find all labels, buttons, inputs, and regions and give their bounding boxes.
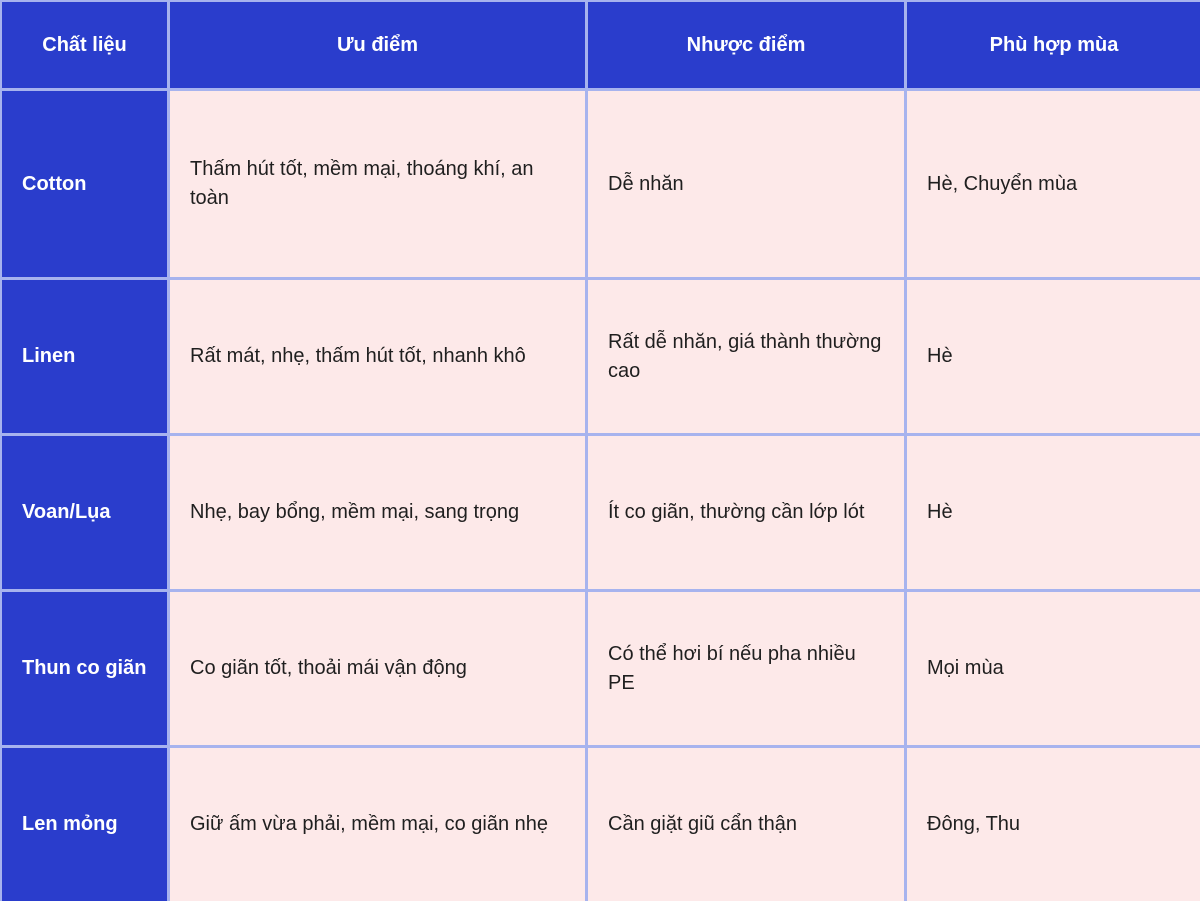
cell-disadvantages: Có thể hơi bí nếu pha nhiều PE bbox=[588, 592, 904, 745]
cell-season: Hè bbox=[907, 436, 1200, 589]
row-material-linen: Linen bbox=[2, 280, 167, 433]
row-material-cotton: Cotton bbox=[2, 91, 167, 277]
header-season: Phù hợp mùa bbox=[907, 2, 1200, 88]
cell-disadvantages: Ít co giãn, thường cần lớp lót bbox=[588, 436, 904, 589]
cell-season: Hè bbox=[907, 280, 1200, 433]
cell-advantages: Nhẹ, bay bổng, mềm mại, sang trọng bbox=[170, 436, 585, 589]
header-material: Chất liệu bbox=[2, 2, 167, 88]
cell-advantages: Thấm hút tốt, mềm mại, thoáng khí, an toàn bbox=[170, 91, 585, 277]
cell-advantages: Rất mát, nhẹ, thấm hút tốt, nhanh khô bbox=[170, 280, 585, 433]
row-material-thun-co-gian: Thun co giãn bbox=[2, 592, 167, 745]
cell-season: Đông, Thu bbox=[907, 748, 1200, 901]
header-disadvantages: Nhược điểm bbox=[588, 2, 904, 88]
cell-advantages: Co giãn tốt, thoải mái vận động bbox=[170, 592, 585, 745]
cell-disadvantages: Cần giặt giũ cẩn thận bbox=[588, 748, 904, 901]
cell-advantages: Giữ ấm vừa phải, mềm mại, co giãn nhẹ bbox=[170, 748, 585, 901]
row-material-len-mong: Len mỏng bbox=[2, 748, 167, 901]
header-advantages: Ưu điểm bbox=[170, 2, 585, 88]
cell-season: Mọi mùa bbox=[907, 592, 1200, 745]
row-material-voan-lua: Voan/Lụa bbox=[2, 436, 167, 589]
cell-season: Hè, Chuyển mùa bbox=[907, 91, 1200, 277]
cell-disadvantages: Dễ nhăn bbox=[588, 91, 904, 277]
cell-disadvantages: Rất dễ nhăn, giá thành thường cao bbox=[588, 280, 904, 433]
